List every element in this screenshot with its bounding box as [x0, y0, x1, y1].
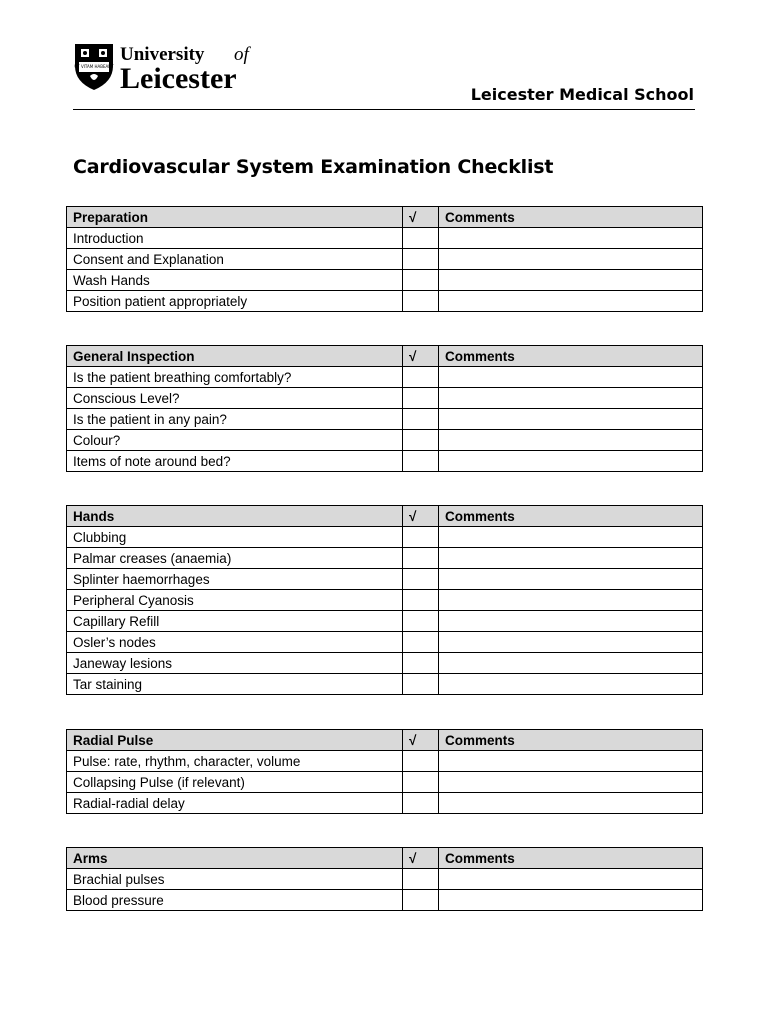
tick-cell[interactable]	[403, 653, 439, 674]
item-label: Brachial pulses	[67, 869, 403, 890]
table-row	[67, 367, 703, 388]
comment-cell[interactable]	[439, 430, 703, 451]
comment-cell[interactable]	[439, 590, 703, 611]
item-label: Wash Hands	[67, 270, 403, 291]
tick-column-header: √	[403, 848, 439, 869]
comments-column-header: Comments	[439, 506, 703, 527]
table-row	[67, 527, 703, 548]
item-label: Capillary Refill	[67, 611, 403, 632]
table-row	[67, 291, 703, 312]
comment-cell[interactable]	[439, 367, 703, 388]
table-row	[67, 590, 703, 611]
item-label: Is the patient in any pain?	[67, 409, 403, 430]
item-label: Janeway lesions	[67, 653, 403, 674]
table-row	[67, 249, 703, 270]
comment-cell[interactable]	[439, 409, 703, 430]
table-row	[67, 611, 703, 632]
section-heading: Arms	[67, 848, 403, 869]
comment-cell[interactable]	[439, 291, 703, 312]
header-divider	[73, 109, 695, 110]
table-row	[67, 430, 703, 451]
tick-cell[interactable]	[403, 772, 439, 793]
checklist-hands	[66, 505, 703, 695]
tick-cell[interactable]	[403, 890, 439, 911]
section-heading: Hands	[67, 506, 403, 527]
item-label: Conscious Level?	[67, 388, 403, 409]
comments-column-header: Comments	[439, 346, 703, 367]
table-row	[67, 632, 703, 653]
item-label: Clubbing	[67, 527, 403, 548]
table-row	[67, 793, 703, 814]
item-label: Splinter haemorrhages	[67, 569, 403, 590]
comment-cell[interactable]	[439, 674, 703, 695]
item-label: Radial-radial delay	[67, 793, 403, 814]
tick-cell[interactable]	[403, 793, 439, 814]
tick-column-header: √	[403, 506, 439, 527]
comment-cell[interactable]	[439, 451, 703, 472]
tick-column-header: √	[403, 346, 439, 367]
tick-cell[interactable]	[403, 291, 439, 312]
tick-cell[interactable]	[403, 569, 439, 590]
tick-cell[interactable]	[403, 527, 439, 548]
tick-cell[interactable]	[403, 751, 439, 772]
logo-line1: University	[120, 44, 205, 65]
tick-cell[interactable]	[403, 388, 439, 409]
table-row	[67, 869, 703, 890]
comment-cell[interactable]	[439, 793, 703, 814]
comments-column-header: Comments	[439, 730, 703, 751]
tick-cell[interactable]	[403, 548, 439, 569]
table-row	[67, 270, 703, 291]
checklist-arms	[66, 847, 703, 911]
logo-line2: Leicester	[120, 62, 237, 92]
tick-cell[interactable]	[403, 430, 439, 451]
item-label: Colour?	[67, 430, 403, 451]
tick-cell[interactable]	[403, 611, 439, 632]
comment-cell[interactable]	[439, 632, 703, 653]
item-label: Position patient appropriately	[67, 291, 403, 312]
table-row	[67, 890, 703, 911]
comment-cell[interactable]	[439, 249, 703, 270]
section-header-row	[67, 730, 703, 751]
tick-cell[interactable]	[403, 228, 439, 249]
comment-cell[interactable]	[439, 270, 703, 291]
checklist-general-inspection	[66, 345, 703, 472]
item-label: Tar staining	[67, 674, 403, 695]
item-label: Pulse: rate, rhythm, character, volume	[67, 751, 403, 772]
section-header-row	[67, 506, 703, 527]
tick-cell[interactable]	[403, 590, 439, 611]
tick-cell[interactable]	[403, 674, 439, 695]
section-heading: Radial Pulse	[67, 730, 403, 751]
comment-cell[interactable]	[439, 869, 703, 890]
item-label: Introduction	[67, 228, 403, 249]
table-row	[67, 548, 703, 569]
comment-cell[interactable]	[439, 228, 703, 249]
tick-cell[interactable]	[403, 270, 439, 291]
comment-cell[interactable]	[439, 751, 703, 772]
comments-column-header: Comments	[439, 207, 703, 228]
table-row	[67, 674, 703, 695]
school-name: Leicester Medical School	[470, 85, 694, 104]
comment-cell[interactable]	[439, 772, 703, 793]
table-row	[67, 228, 703, 249]
checklist-preparation	[66, 206, 703, 312]
checklist-radial-pulse	[66, 729, 703, 814]
comment-cell[interactable]	[439, 890, 703, 911]
section-header-row	[67, 207, 703, 228]
table-row	[67, 409, 703, 430]
table-row	[67, 388, 703, 409]
section-heading: Preparation	[67, 207, 403, 228]
table-row	[67, 772, 703, 793]
item-label: Is the patient breathing comfortably?	[67, 367, 403, 388]
item-label: Osler’s nodes	[67, 632, 403, 653]
item-label: Items of note around bed?	[67, 451, 403, 472]
section-header-row	[67, 848, 703, 869]
logo-line1-of: of	[234, 44, 249, 65]
item-label: Consent and Explanation	[67, 249, 403, 270]
comment-cell[interactable]	[439, 548, 703, 569]
university-crest-icon	[74, 42, 284, 92]
tick-column-header: √	[403, 207, 439, 228]
tick-cell[interactable]	[403, 869, 439, 890]
comment-cell[interactable]	[439, 653, 703, 674]
tick-column-header: √	[403, 730, 439, 751]
item-label: Peripheral Cyanosis	[67, 590, 403, 611]
comment-cell[interactable]	[439, 569, 703, 590]
item-label: Blood pressure	[67, 890, 403, 911]
item-label: Palmar creases (anaemia)	[67, 548, 403, 569]
section-heading: General Inspection	[67, 346, 403, 367]
comment-cell[interactable]	[439, 388, 703, 409]
page-title: Cardiovascular System Examination Checklist	[73, 156, 554, 178]
tick-cell[interactable]	[403, 249, 439, 270]
tick-cell[interactable]	[403, 632, 439, 653]
table-row	[67, 653, 703, 674]
tick-cell[interactable]	[403, 409, 439, 430]
section-header-row	[67, 346, 703, 367]
tick-cell[interactable]	[403, 367, 439, 388]
crest-motto: UT VITAM HABEANT	[74, 64, 114, 69]
table-row	[67, 451, 703, 472]
comment-cell[interactable]	[439, 611, 703, 632]
university-logo	[74, 42, 284, 92]
table-row	[67, 751, 703, 772]
comments-column-header: Comments	[439, 848, 703, 869]
comment-cell[interactable]	[439, 527, 703, 548]
item-label: Collapsing Pulse (if relevant)	[67, 772, 403, 793]
table-row	[67, 569, 703, 590]
tick-cell[interactable]	[403, 451, 439, 472]
